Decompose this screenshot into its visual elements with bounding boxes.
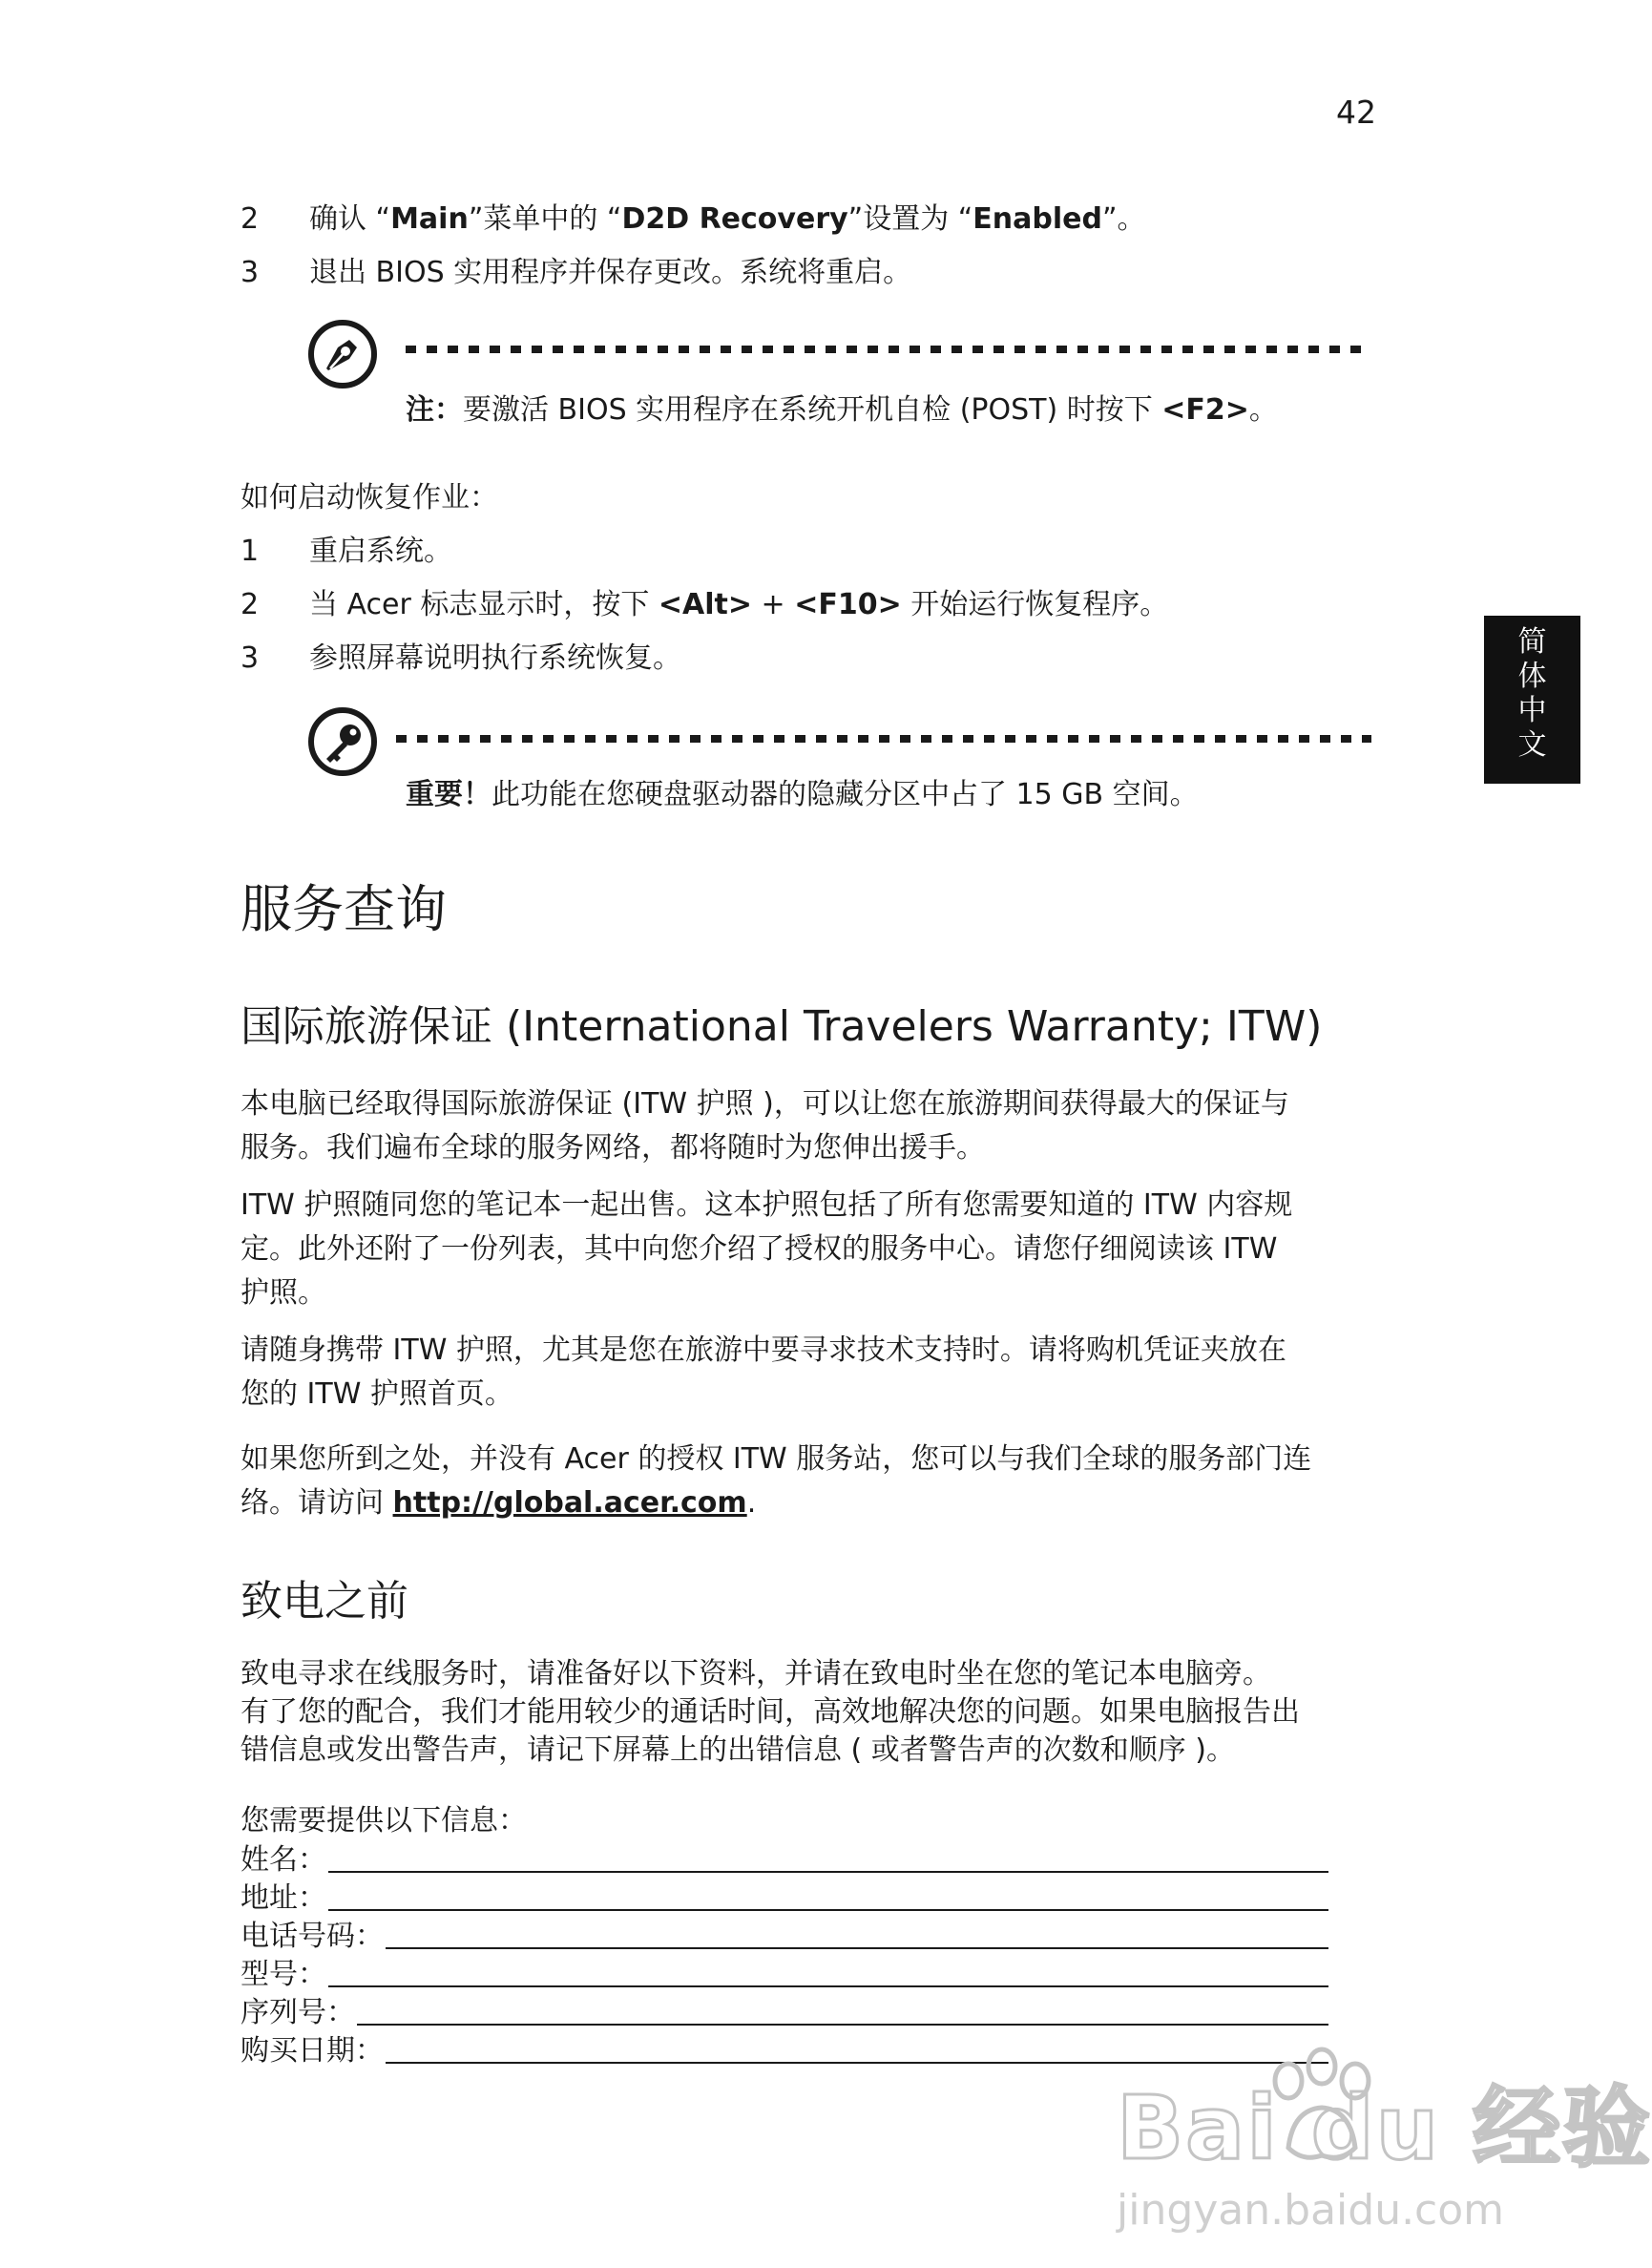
step-text: 退出 BIOS 实用程序并保存更改。系统将重启。 (309, 256, 912, 289)
step-emphasis: D2D Recovery (621, 202, 848, 236)
important-key-icon (307, 706, 378, 777)
step-emphasis: Main (390, 202, 469, 236)
step-text: ”设置为 “ (847, 202, 973, 236)
step-text: 重启系统。 (309, 535, 452, 568)
form-intro: 您需要提供以下信息： (240, 1804, 527, 1838)
form-field-label: 地址： (240, 1881, 326, 1915)
paragraph-line: 本电脑已经取得国际旅游保证 (ITW 护照 )，可以让您在旅游期间获得最大的保证与 (240, 1087, 1289, 1121)
form-field-blank-line[interactable] (328, 1909, 1328, 1911)
side-tab-char: 文 (1517, 728, 1547, 762)
form-field-label: 序列号： (240, 1996, 355, 2029)
paragraph-line: 定。此外还附了一份列表，其中向您介绍了授权的服务中心。请您仔细阅读该 ITW (240, 1232, 1278, 1266)
form-field-blank-line[interactable] (386, 1947, 1328, 1949)
step-number: 3 (240, 256, 260, 289)
step-emphasis: <F10> (794, 588, 902, 621)
form-field-label: 姓名： (240, 1843, 326, 1877)
note-body: 要激活 BIOS 实用程序在系统开机自检 (POST) 时按下 (463, 393, 1162, 427)
paragraph-line: 有了您的配合，我们才能用较少的通话时间，高效地解决您的问题。如果电脑报告出 (240, 1695, 1300, 1729)
page-number: 42 (1336, 94, 1376, 131)
paragraph-line: 护照。 (240, 1276, 326, 1310)
form-row (240, 1917, 1328, 1955)
itw-paragraph-2 (240, 1184, 1376, 1315)
form-row (240, 1840, 1328, 1879)
watermark-url: jingyan.baidu.com (1117, 2186, 1505, 2235)
before-call-title: 致电之前 (240, 1577, 408, 1626)
step-text: 当 Acer 标志显示时，按下 (309, 588, 659, 621)
paragraph-line: 请随身携带 ITW 护照，尤其是您在旅游中要寻求技术支持时。请将购机凭证夹放在 (240, 1334, 1286, 1367)
itw-paragraph-1 (240, 1082, 1376, 1170)
side-tab-char: 体 (1517, 660, 1547, 693)
form-field-label: 购买日期： (240, 2034, 384, 2068)
form-field-label: 电话号码： (240, 1920, 384, 1953)
step-item (240, 586, 1168, 624)
visit-suffix: . (746, 1486, 757, 1520)
step-number: 1 (240, 535, 260, 568)
note-suffix: 。 (1248, 393, 1278, 427)
step-item (240, 640, 681, 678)
note-pen-icon (307, 319, 378, 389)
important-body: 此功能在您硬盘驱动器的隐藏分区中占了 15 GB 空间。 (491, 778, 1199, 811)
visit-prefix: 络。请访问 (240, 1486, 393, 1520)
paragraph-line: ITW 护照随同您的笔记本一起出售。这本护照包括了所有您需要知道的 ITW 内容规 (240, 1188, 1293, 1222)
step-item (240, 200, 1146, 239)
watermark-logo: Bai du 经验 (1117, 2077, 1652, 2179)
form-fields (240, 1840, 1328, 2069)
form-field-blank-line[interactable] (357, 2024, 1328, 2026)
form-field-label: 型号： (240, 1958, 326, 1991)
acer-global-link[interactable]: http://global.acer.com (392, 1486, 747, 1520)
paragraph-line: 您的 ITW 护照首页。 (240, 1377, 513, 1411)
step-text: 参照屏幕说明执行系统恢复。 (309, 641, 681, 675)
note-text (406, 391, 1278, 430)
step-number: 3 (240, 641, 260, 675)
form-field-blank-line[interactable] (328, 1985, 1328, 1987)
itw-paragraph-3 (240, 1329, 1376, 1417)
form-row (240, 1993, 1328, 2031)
side-tab-char: 中 (1517, 694, 1547, 727)
itw-title: 国际旅游保证 (International Travelers Warranty; ITW) (240, 1002, 1323, 1051)
recovery-intro: 如何启动恢复作业： (240, 481, 498, 514)
step-text: + (752, 588, 795, 621)
step-text: ”菜单中的 “ (468, 202, 622, 236)
form-row (240, 1879, 1328, 1917)
step-item (240, 533, 452, 571)
step-emphasis: <Alt> (658, 588, 753, 621)
step-text: 开始运行恢复程序。 (901, 588, 1169, 621)
step-number: 2 (240, 202, 260, 236)
important-divider (396, 735, 1371, 743)
paragraph-line (240, 1481, 1376, 1525)
note-prefix: 注： (406, 393, 463, 427)
language-side-tab (1484, 616, 1580, 784)
step-item (240, 254, 911, 292)
step-text: ”。 (1101, 202, 1146, 236)
paragraph-line: 致电寻求在线服务时，请准备好以下资料，并请在致电时坐在您的笔记本电脑旁。 (240, 1657, 1271, 1690)
info-form (240, 1802, 1328, 2069)
itw-paragraph-4 (240, 1438, 1376, 1525)
side-tab-char: 简 (1517, 625, 1547, 659)
form-field-blank-line[interactable] (328, 1871, 1328, 1873)
step-text: 确认 “ (309, 202, 391, 236)
important-text (406, 776, 1199, 814)
paragraph-line: 如果您所到之处，并没有 Acer 的授权 ITW 服务站，您可以与我们全球的服务部门连 (240, 1442, 1312, 1476)
note-key: <F2> (1161, 393, 1249, 427)
paragraph-line: 服务。我们遍布全球的服务网络，都将随时为您伸出援手。 (240, 1131, 985, 1165)
before-call-paragraph (240, 1655, 1376, 1770)
step-emphasis: Enabled (972, 202, 1102, 236)
note-divider (406, 346, 1371, 353)
paragraph-line: 错信息或发出警告声，请记下屏幕上的出错信息 ( 或者警告声的次数和顺序 )。 (240, 1733, 1236, 1767)
important-prefix: 重要！ (406, 778, 491, 811)
baidu-jingyan-watermark (1107, 2043, 1652, 2253)
section-title: 服务查询 (240, 879, 447, 939)
step-number: 2 (240, 588, 260, 621)
form-row (240, 1955, 1328, 1993)
